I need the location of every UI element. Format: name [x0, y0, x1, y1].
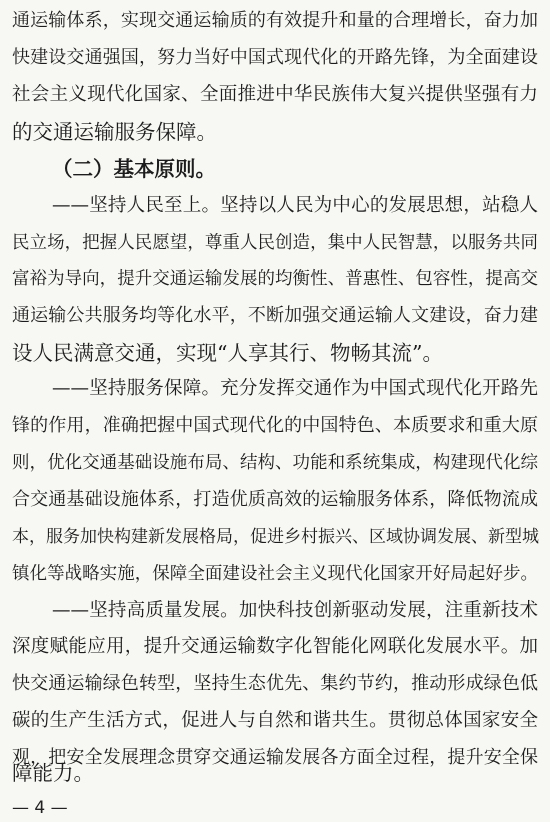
- principle-3-line: 障能力。: [12, 761, 94, 785]
- principle-2-line: ——坚持服务保障。充分发挥交通作为中国式现代化开路先: [52, 378, 538, 399]
- intro-line: 通运输体系，实现交通运输质的有效提升和量的合理增长，奋力加: [12, 10, 538, 31]
- principle-3-line: ——坚持高质量发展。加快科技创新驱动发展，注重新技术: [52, 600, 538, 621]
- principle-3-line: 快交通运输绿色转型，坚持生态优先、集约节约，推动形成绿色低: [12, 673, 538, 694]
- principle-1-line: ——坚持人民至上。坚持以人民为中心的发展思想，站稳人: [52, 195, 538, 216]
- principle-2-line: 则，优化交通基础设施布局、结构、功能和系统集成，构建现代化综: [12, 453, 538, 473]
- intro-line: 的交通运输服务保障。: [12, 120, 217, 144]
- principle-1-line: 富裕为导向，提升交通运输发展的均衡性、普惠性、包容性，提高交: [12, 269, 538, 289]
- page-number: — 4 —: [12, 798, 68, 818]
- intro-line: 快建设交通强国，努力当好中国式现代化的开路先锋，为全面建设: [12, 47, 538, 68]
- principle-3-line: 观，把安全发展理念贯穿交通运输发展各方面全过程，提升安全保: [12, 747, 538, 768]
- principle-1-line: 通运输公共服务均等化水平，不断加强交通运输人文建设，奋力建: [12, 305, 538, 326]
- principle-2-line: 镇化等战略实施，保障全面建设社会主义现代化国家开好局起好步。: [12, 564, 538, 584]
- principle-1-line: 设人民满意交通，实现“人享其行、物畅其流”。: [12, 341, 443, 365]
- principle-2-line: 本，服务加快构建新发展格局，促进乡村振兴、区域协调发展、新型城: [12, 527, 539, 547]
- principle-1-line: 民立场，把握人民愿望，尊重人民创造，集中人民智慧，以服务共同: [12, 233, 538, 253]
- section-heading: （二）基本原则。: [52, 157, 216, 181]
- principle-2-line: 锋的作用，准确把握中国式现代化的中国特色、本质要求和重大原: [12, 415, 538, 436]
- principle-3-line: 碳的生产生活方式，促进人与自然和谐共生。贯彻总体国家安全: [12, 710, 538, 731]
- principle-3-line: 深度赋能应用，提升交通运输数字化智能化网联化发展水平。加: [12, 636, 538, 657]
- principle-2-line: 合交通基础设施体系，打造优质高效的运输服务体系，降低物流成: [12, 489, 538, 510]
- intro-line: 社会主义现代化国家、全面推进中华民族伟大复兴提供坚强有力: [12, 84, 538, 105]
